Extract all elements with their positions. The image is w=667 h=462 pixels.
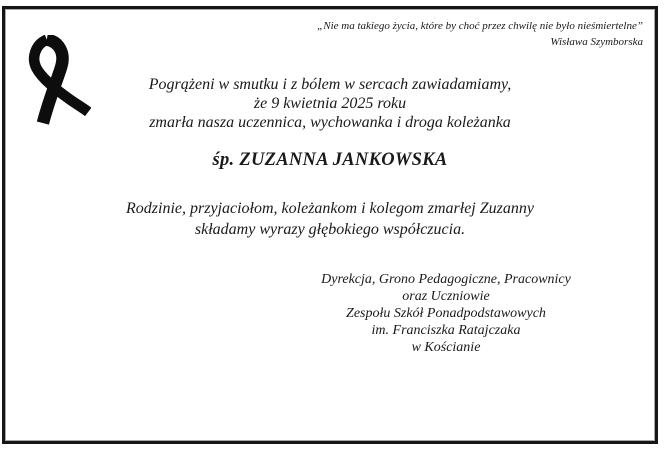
signature-line: Zespołu Szkół Ponadpodstawowych [346,306,546,321]
epigraph-author: Wisława Szymborska [550,36,643,48]
announcement-line: zmarła nasza uczennica, wychowanka i droga koleżanka [149,114,511,131]
signature-block [286,271,606,356]
condolence-line: składamy wyrazy głębokiego współczucia. [194,221,466,238]
announcement-line: Pogrążeni w smutku i z bólem w sercach zawiadamiamy, [148,76,512,93]
condolence [5,198,655,240]
signature-line: oraz Uczniowie [402,289,490,304]
epigraph-text: „Nie ma takiego życia, które by choć przez chwilę nie było nieśmiertelne” [317,20,643,32]
epigraph [317,18,643,50]
condolence-line: Rodzinie, przyjaciołom, koleżankom i kolegom zmarłej Zuzanny [126,200,534,217]
obituary-frame [2,6,658,444]
deceased-name: śp. ZUZANNA JANKOWSKA [212,150,448,170]
obituary-content [5,9,655,441]
signature-line: im. Franciszka Ratajczaka [371,323,521,338]
signature-line: Dyrekcja, Grono Pedagogiczne, Pracownicy [321,272,571,287]
signature-line: w Kościanie [411,340,481,355]
announcement [5,75,655,132]
announcement-line: że 9 kwietnia 2025 roku [253,95,407,112]
